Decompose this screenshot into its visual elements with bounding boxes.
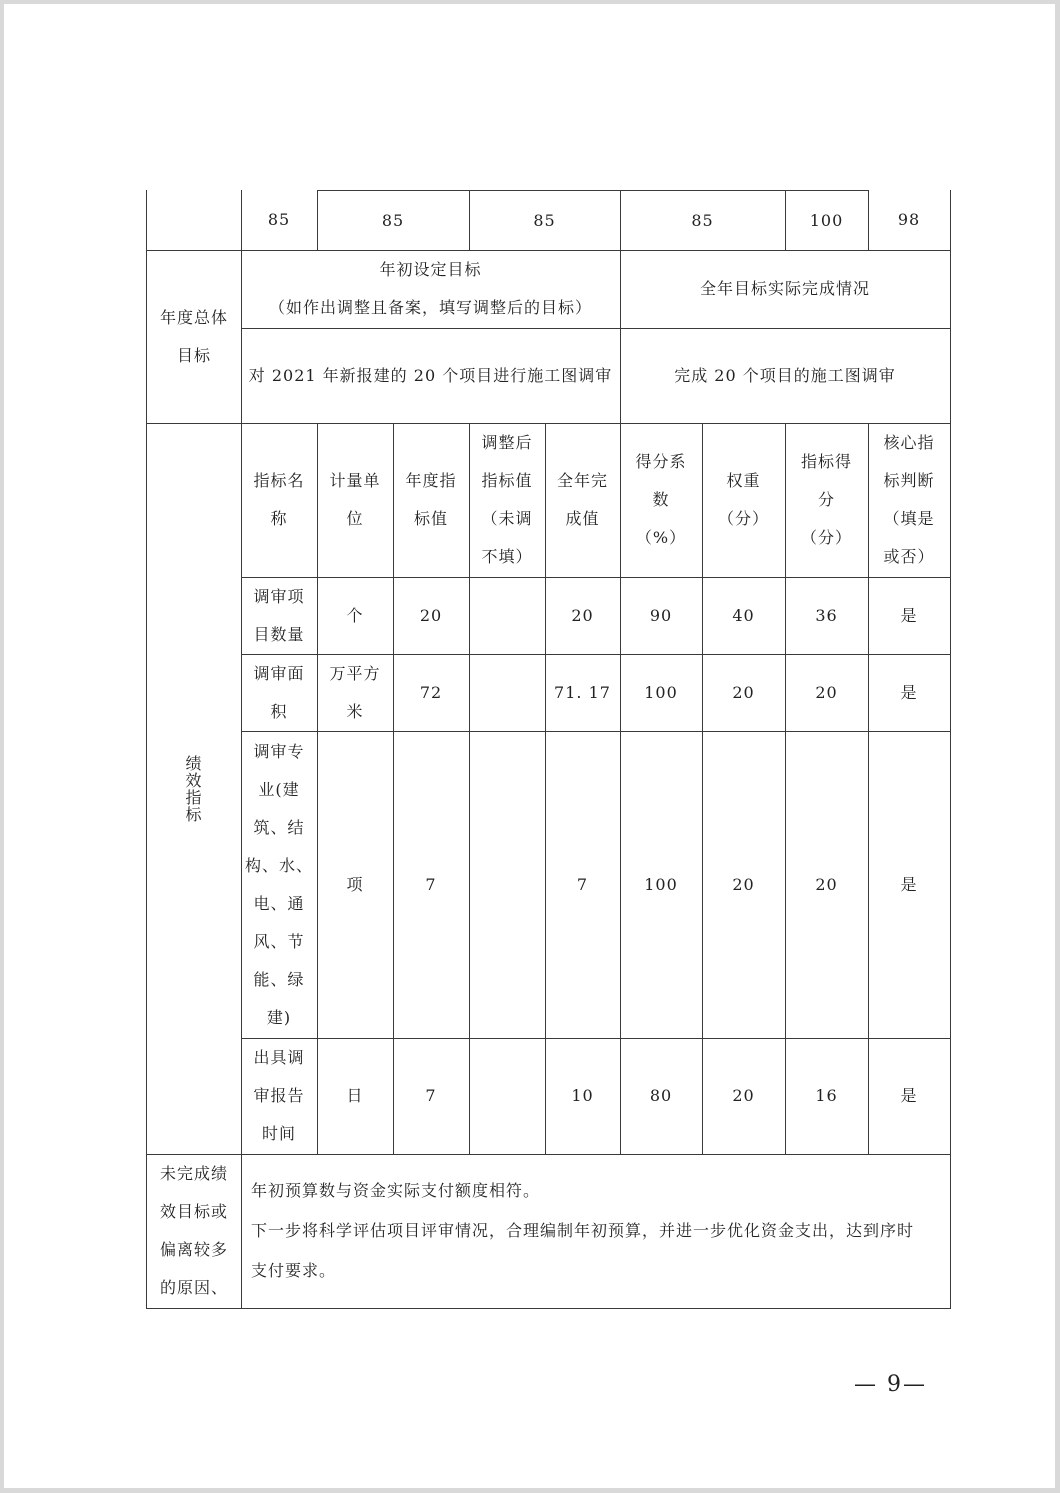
row1-core: 是 <box>868 577 951 655</box>
top-row-cell-3 <box>469 190 621 251</box>
row3-score: 20 <box>785 731 869 1039</box>
row1-coef: 90 <box>620 577 703 655</box>
row4-score: 16 <box>785 1038 869 1155</box>
top-row-cell-4 <box>620 190 786 251</box>
row2-target: 72 <box>393 654 470 732</box>
header-indicator-score: 指标得 分 （分） <box>785 423 869 578</box>
unfinished-label: 未完成绩 效目标或 偏离较多 的原因、 <box>146 1154 242 1309</box>
annual-goal-set-header: 年初设定目标 （如作出调整且备案，填写调整后的目标） <box>241 250 621 329</box>
annual-goal-actual-value: 完成 20 个项目的施工图调审 <box>620 328 951 424</box>
row4-unit: 日 <box>317 1038 394 1155</box>
row3-actual: 7 <box>545 731 621 1039</box>
header-unit: 计量单 位 <box>317 423 394 578</box>
row4-name: 出具调 审报告 时间 <box>241 1038 318 1155</box>
row2-weight: 20 <box>702 654 786 732</box>
annual-goal-label: 年度总体 目标 <box>146 250 242 424</box>
top-row-value-4: 85 <box>691 210 714 230</box>
header-adjusted-target: 调整后 指标值 （未调 不填） <box>469 423 546 578</box>
annual-goal-actual-header: 全年目标实际完成情况 <box>620 250 951 329</box>
row2-score: 20 <box>785 654 869 732</box>
top-row-label-cell <box>146 190 242 251</box>
row2-name: 调审面 积 <box>241 654 318 732</box>
row2-adjusted <box>469 654 546 732</box>
row4-adjusted <box>469 1038 546 1155</box>
top-row-value-1: 85 <box>267 210 291 229</box>
row2-actual: 71. 17 <box>545 654 621 732</box>
top-row-value-5: 100 <box>809 210 844 230</box>
top-row-cell-2 <box>317 190 470 251</box>
header-core-judgement: 核心指 标判断 （填是 或否） <box>868 423 951 578</box>
header-annual-target: 年度指 标值 <box>393 423 470 578</box>
row3-adjusted <box>469 731 546 1039</box>
row4-actual: 10 <box>545 1038 621 1155</box>
row4-core: 是 <box>868 1038 951 1155</box>
page-number: — 9— <box>854 1372 927 1397</box>
row4-weight: 20 <box>702 1038 786 1155</box>
top-row-value-2: 85 <box>381 210 405 230</box>
performance-label: 绩 效 指 标 <box>146 423 242 1155</box>
unfinished-text: 年初预算数与资金实际支付额度相符。 下一步将科学评估项目评审情况，合理编制年初预算，并进一步优化资金支出，达到序时 支付要求。 <box>241 1154 951 1309</box>
row3-name: 调审专 业(建 筑、结 构、水、 电、通 风、节 能、绿 建) <box>241 731 318 1039</box>
row3-weight: 20 <box>702 731 786 1039</box>
row1-target: 20 <box>393 577 470 655</box>
row1-score: 36 <box>785 577 869 655</box>
top-row-cell-1 <box>241 190 318 251</box>
row2-core: 是 <box>868 654 951 732</box>
row1-actual: 20 <box>545 577 621 655</box>
row1-name: 调审项 目数量 <box>241 577 318 655</box>
header-actual-value: 全年完 成值 <box>545 423 621 578</box>
top-row-value-6: 98 <box>897 210 921 229</box>
row2-coef: 100 <box>620 654 703 732</box>
row3-target: 7 <box>393 731 470 1039</box>
top-row-cell-5 <box>785 190 869 251</box>
row3-coef: 100 <box>620 731 703 1039</box>
row3-unit: 项 <box>317 731 394 1039</box>
row2-unit: 万平方 米 <box>317 654 394 732</box>
row4-coef: 80 <box>620 1038 703 1155</box>
header-weight: 权重 （分） <box>702 423 786 578</box>
document-page <box>4 4 1055 1488</box>
header-score-coefficient: 得分系 数 （%） <box>620 423 703 578</box>
header-indicator-name: 指标名 称 <box>241 423 318 578</box>
top-row-value-3: 85 <box>533 210 556 230</box>
row1-unit: 个 <box>317 577 394 655</box>
annual-goal-set-value: 对 2021 年新报建的 20 个项目进行施工图调审 <box>241 328 621 424</box>
row3-core: 是 <box>868 731 951 1039</box>
row1-adjusted <box>469 577 546 655</box>
row1-weight: 40 <box>702 577 786 655</box>
row4-target: 7 <box>393 1038 470 1155</box>
top-row-cell-6 <box>868 190 951 251</box>
